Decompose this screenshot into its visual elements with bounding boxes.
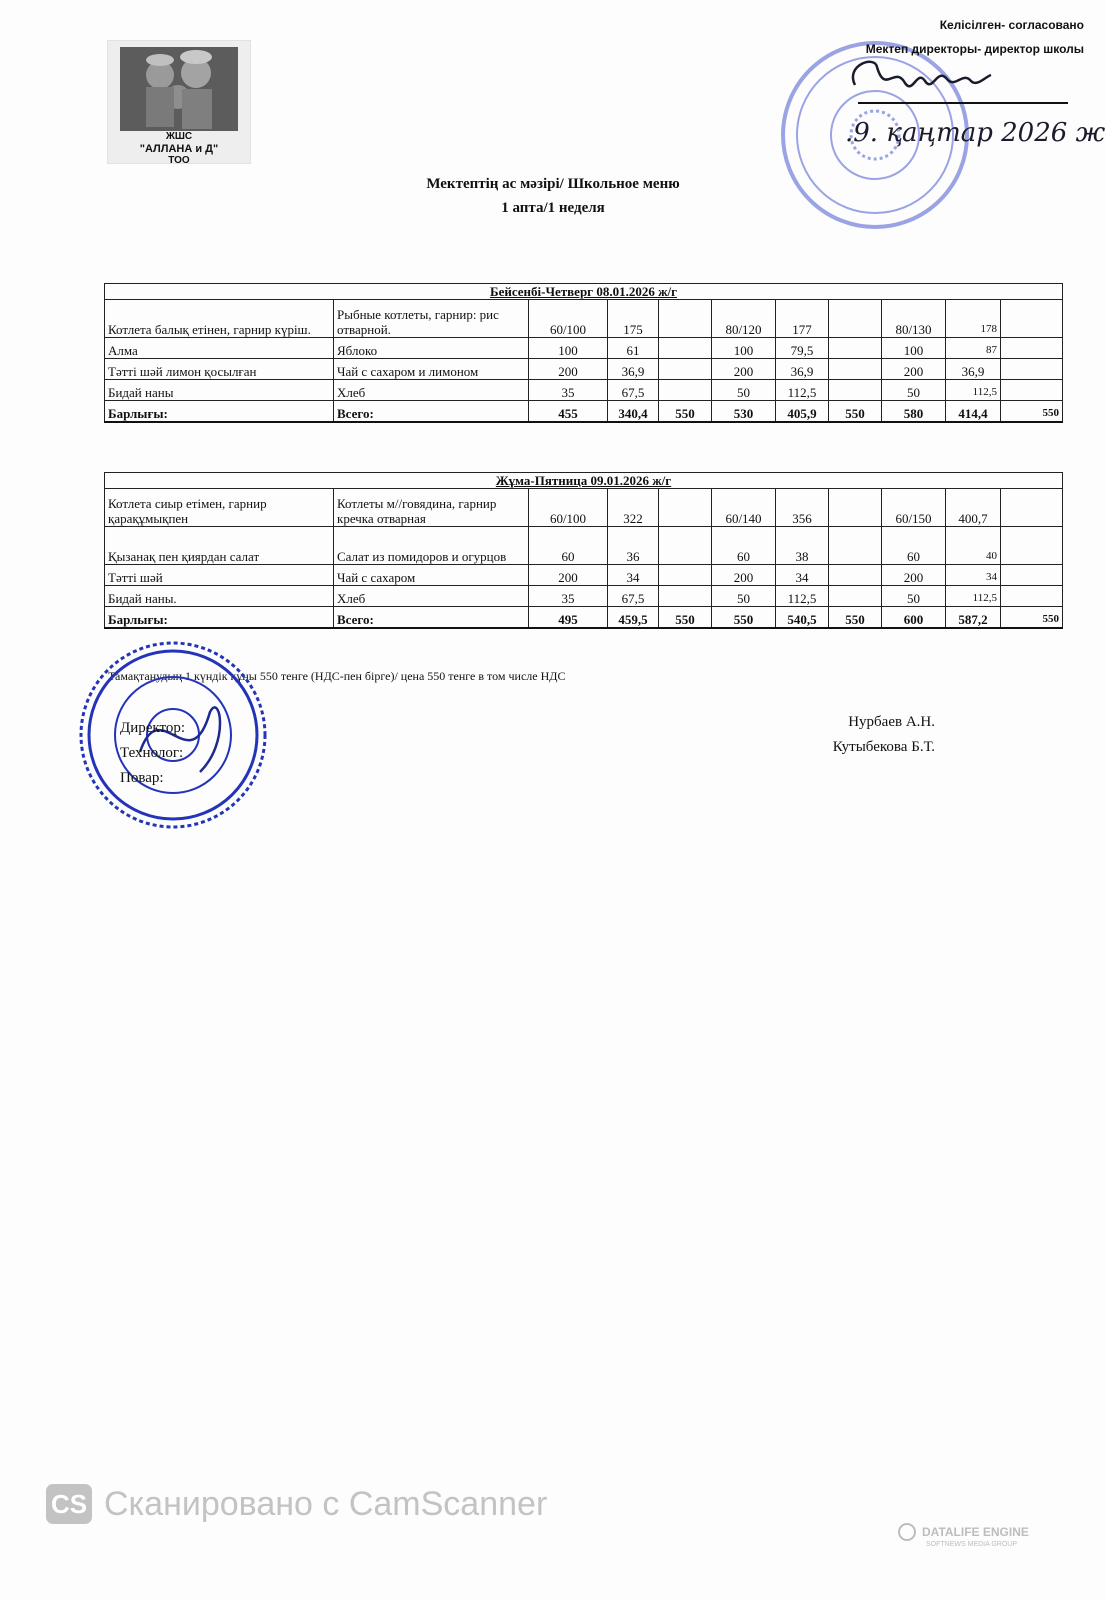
day-header: Бейсенбі-Четверг 08.01.2026 ж/г [105, 284, 1063, 300]
cell: 540,5 [776, 607, 829, 629]
approval-agreed: Келісілген- согласовано [939, 18, 1084, 32]
cell [1001, 359, 1063, 380]
cell: 405,9 [776, 401, 829, 423]
cell: 550 [659, 401, 712, 423]
cell: 414,4 [946, 401, 1001, 423]
table-row [105, 338, 1063, 359]
menu-table-thursday [104, 283, 1063, 423]
cell: 495 [529, 607, 608, 629]
dish-kz: Тәтті шәй [105, 565, 334, 586]
logo-company-name: "АЛЛАНА и Д" [139, 143, 219, 155]
cell [829, 380, 882, 401]
camscanner-logo-icon: CS [46, 1484, 92, 1524]
logo-org-type-ru: ТОО [168, 155, 190, 166]
role-cook: Повар: [120, 770, 164, 786]
cell: 200 [882, 359, 946, 380]
camscanner-text: Сканировано с CamScanner [104, 1484, 548, 1523]
cell [829, 489, 882, 527]
menu-week: 1 апта/1 неделя [501, 200, 605, 216]
cell [829, 586, 882, 607]
total-label-kz: Барлығы: [105, 607, 334, 629]
cell: 550 [829, 607, 882, 629]
cell [1001, 586, 1063, 607]
dish-ru: Рыбные котлеты, гарнир: рис отварной. [334, 300, 529, 338]
role-director: Директор: [120, 720, 186, 736]
cell: 35 [529, 586, 608, 607]
cell: 340,4 [608, 401, 659, 423]
cell [1001, 565, 1063, 586]
name-technologist: Кутыбекова Б.Т. [832, 739, 935, 755]
dish-kz: Қызанақ пен қиярдан салат [105, 527, 334, 565]
cell: 459,5 [608, 607, 659, 629]
dish-ru: Чай с сахаром и лимоном [334, 359, 529, 380]
cell: 100 [712, 338, 776, 359]
dish-kz: Котлета балық етінен, гарнир күріш. [105, 300, 334, 338]
cell: 100 [529, 338, 608, 359]
cell [829, 338, 882, 359]
director-signature [845, 55, 995, 101]
cell [659, 489, 712, 527]
price-note: Тамақтанудың 1 күндік құны 550 тенге (НДС-пен бірге)/ цена 550 тенге в том числе НДС [108, 669, 566, 683]
cell: 50 [712, 586, 776, 607]
cell: 61 [608, 338, 659, 359]
cell: 40 [946, 527, 1001, 565]
cell [659, 586, 712, 607]
logo-org-type-kz: ЖШС [165, 131, 193, 142]
cell: 67,5 [608, 586, 659, 607]
cell [659, 565, 712, 586]
cell: 200 [529, 359, 608, 380]
total-label-kz: Барлығы: [105, 401, 334, 423]
dish-ru: Хлеб [334, 380, 529, 401]
cell: 322 [608, 489, 659, 527]
cell: 60 [529, 527, 608, 565]
cell: 200 [712, 565, 776, 586]
table-row [105, 380, 1063, 401]
cell: 60/100 [529, 300, 608, 338]
cell: 178 [946, 300, 1001, 338]
cell: 87 [946, 338, 1001, 359]
cell: 112,5 [946, 586, 1001, 607]
dish-ru: Салат из помидоров и огурцов [334, 527, 529, 565]
cell: 455 [529, 401, 608, 423]
cell [659, 380, 712, 401]
cell: 112,5 [946, 380, 1001, 401]
dish-ru: Котлеты м//говядина, гарнир кречка отварная [334, 489, 529, 527]
cell: 79,5 [776, 338, 829, 359]
cell: 34 [608, 565, 659, 586]
cell: 600 [882, 607, 946, 629]
table-row [105, 565, 1063, 586]
dish-kz: Бидай наны [105, 380, 334, 401]
cell [1001, 527, 1063, 565]
cell: 34 [776, 565, 829, 586]
cell: 38 [776, 527, 829, 565]
cell: 36,9 [776, 359, 829, 380]
cell: 34 [946, 565, 1001, 586]
cell: 36 [608, 527, 659, 565]
cell: 550 [659, 607, 712, 629]
day-header: Жұма-Пятница 09.01.2026 ж/г [105, 473, 1063, 489]
cell: 100 [882, 338, 946, 359]
cell [1001, 338, 1063, 359]
total-row [105, 401, 1063, 423]
dish-kz: Бидай наны. [105, 586, 334, 607]
total-label-ru: Всего: [334, 607, 529, 629]
cell: 200 [712, 359, 776, 380]
cell [1001, 300, 1063, 338]
cell: 550 [712, 607, 776, 629]
cell: 200 [529, 565, 608, 586]
total-row [105, 607, 1063, 629]
cell: 112,5 [776, 380, 829, 401]
cell: 67,5 [608, 380, 659, 401]
approval-role: Мектеп директоры- директор школы [865, 42, 1084, 56]
signature-roles [120, 716, 185, 791]
cell: 177 [776, 300, 829, 338]
datalife-logo-icon [898, 1523, 916, 1541]
cell: 200 [882, 565, 946, 586]
dish-kz: Тәтті шәй лимон қосылған [105, 359, 334, 380]
table-row [105, 489, 1063, 527]
dish-ru: Чай с сахаром [334, 565, 529, 586]
cell: 35 [529, 380, 608, 401]
cell: 80/130 [882, 300, 946, 338]
cell: 50 [882, 380, 946, 401]
table-row [105, 586, 1063, 607]
cell: 356 [776, 489, 829, 527]
cell: 60 [712, 527, 776, 565]
role-technologist: Технолог: [120, 745, 184, 761]
cell [659, 300, 712, 338]
cell: 60/140 [712, 489, 776, 527]
cell: 550 [829, 401, 882, 423]
datalife-watermark [898, 1523, 1029, 1548]
chefs-illustration [120, 47, 238, 131]
name-director: Нурбаев А.Н. [848, 714, 935, 730]
signature-names [815, 710, 935, 760]
signature-line [858, 102, 1068, 104]
cell [829, 527, 882, 565]
cell [659, 527, 712, 565]
table-row [105, 359, 1063, 380]
cell: 175 [608, 300, 659, 338]
cell: 50 [882, 586, 946, 607]
cell: 36,9 [608, 359, 659, 380]
cell [659, 359, 712, 380]
cell: 60/100 [529, 489, 608, 527]
cell: 550 [1001, 607, 1063, 629]
dish-kz: Котлета сиыр етімен, гарнир қарақұмықпен [105, 489, 334, 527]
menu-table-friday [104, 472, 1063, 629]
cell: 36,9 [946, 359, 1001, 380]
approval-date: .9. қаңтар 2026 ж [845, 118, 1106, 148]
cell: 530 [712, 401, 776, 423]
cell: 60/150 [882, 489, 946, 527]
cell [829, 565, 882, 586]
cell: 400,7 [946, 489, 1001, 527]
cell: 550 [1001, 401, 1063, 423]
cell [829, 300, 882, 338]
company-logo [107, 40, 251, 164]
cell [1001, 489, 1063, 527]
dish-kz: Алма [105, 338, 334, 359]
dish-ru: Хлеб [334, 586, 529, 607]
table-row [105, 527, 1063, 565]
datalife-main: DATALIFE ENGINE [922, 1525, 1029, 1540]
cell: 112,5 [776, 586, 829, 607]
cell: 60 [882, 527, 946, 565]
dish-ru: Яблоко [334, 338, 529, 359]
cell: 50 [712, 380, 776, 401]
cell: 80/120 [712, 300, 776, 338]
cell [1001, 380, 1063, 401]
cell [659, 338, 712, 359]
cell [829, 359, 882, 380]
camscanner-watermark [46, 1484, 547, 1524]
table-row [105, 300, 1063, 338]
datalife-sub: SOFTNEWS MEDIA GROUP [926, 1541, 1018, 1549]
total-label-ru: Всего: [334, 401, 529, 423]
cell: 580 [882, 401, 946, 423]
cell: 587,2 [946, 607, 1001, 629]
menu-title: Мектептің ас мәзірі/ Школьное меню [426, 176, 680, 192]
